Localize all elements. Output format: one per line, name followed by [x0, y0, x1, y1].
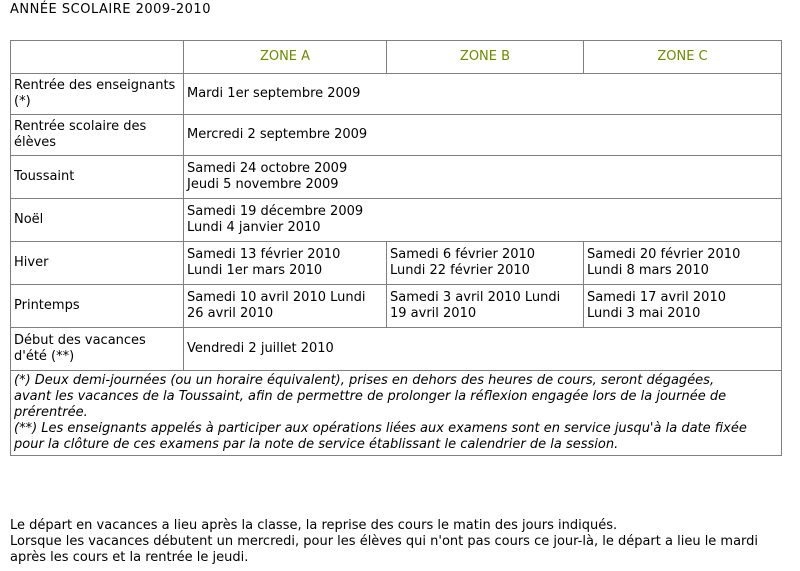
zone-c-header: ZONE C: [584, 41, 782, 74]
footnote-line: avant les vacances de la Toussaint, afin de permettre de prolonger la réflexion engagée lors de la journée de prérentrée.: [14, 389, 727, 420]
footer-text: [10, 518, 790, 566]
row-label-text: Hiver: [14, 255, 49, 270]
row-label-text: Rentrée scolaire des élèves: [14, 119, 147, 150]
zone-c-date-cell: [584, 242, 782, 285]
table-row: [11, 199, 782, 242]
notes-row: [11, 371, 782, 456]
row-label-rentree-eleves: [11, 115, 184, 156]
date-start-text: Samedi 17 avril 2010: [587, 290, 726, 305]
row-label-text: Toussaint: [14, 169, 75, 184]
table-row: [11, 242, 782, 285]
row-label-ete: [11, 328, 184, 371]
row-label-printemps: [11, 285, 184, 328]
table-row: [11, 115, 782, 156]
zone-c-date-cell: [584, 285, 782, 328]
date-text: Mercredi 2 septembre 2009: [187, 127, 368, 142]
date-start-text: Samedi 10 avril 2010 Lundi: [187, 290, 366, 305]
date-end-text: Lundi 4 janvier 2010: [187, 220, 321, 235]
footer-line: Lorsque les vacances débutent un mercredi, pour les élèves qui n'ont pas cours ce jour-là, le départ a lieu le mardi après les cours et la rentrée le jeudi.: [10, 534, 759, 565]
zone-b-date-cell: [387, 285, 584, 328]
zone-a-date-cell: [184, 285, 387, 328]
table-row: [11, 74, 782, 115]
date-end-text: Jeudi 5 novembre 2009: [187, 177, 339, 192]
zone-a-date-cell: [184, 242, 387, 285]
school-calendar-table: [10, 40, 782, 456]
page-title: ANNÉE SCOLAIRE 2009-2010: [10, 2, 211, 17]
date-cell: [184, 199, 782, 242]
zone-b-header: ZONE B: [387, 41, 584, 74]
table-row: [11, 328, 782, 371]
date-text: Vendredi 2 juillet 2010: [187, 341, 334, 356]
footnote-line: pour la clôture de ces examens par la note de service établissant le calendrier de la session.: [14, 437, 619, 452]
date-start-text: Samedi 24 octobre 2009: [187, 161, 348, 176]
row-label-rentree-enseignants: [11, 74, 184, 115]
footnotes-cell: [11, 371, 782, 456]
row-label-text: Noël: [14, 212, 44, 227]
date-start-text: Samedi 13 février 2010: [187, 247, 341, 262]
date-end-text: 26 avril 2010: [187, 306, 274, 321]
date-end-text: 19 avril 2010: [390, 306, 477, 321]
date-cell: [184, 156, 782, 199]
table-header-row: [11, 41, 782, 74]
zone-a-header: ZONE A: [184, 41, 387, 74]
date-text: Mardi 1er septembre 2009: [187, 86, 361, 101]
header-corner-cell: [11, 41, 184, 74]
date-end-text: Lundi 22 février 2010: [390, 263, 530, 278]
date-end-text: Lundi 3 mai 2010: [587, 306, 701, 321]
footnote-line: (**) Les enseignants appelés à participer aux opérations liées aux examens sont en service jusqu'à la date fixée: [14, 421, 747, 436]
zone-b-date-cell: [387, 242, 584, 285]
date-start-text: Samedi 6 février 2010: [390, 247, 536, 262]
date-end-text: Lundi 1er mars 2010: [187, 263, 323, 278]
row-label-noel: [11, 199, 184, 242]
row-label-hiver: [11, 242, 184, 285]
date-start-text: Samedi 19 décembre 2009: [187, 204, 364, 219]
table-row: [11, 285, 782, 328]
row-label-text: Rentrée des enseignants (*): [14, 78, 176, 109]
date-cell: [184, 115, 782, 156]
footer-line: Le départ en vacances a lieu après la classe, la reprise des cours le matin des jours indiqués.: [10, 518, 618, 533]
row-label-toussaint: [11, 156, 184, 199]
date-cell: [184, 74, 782, 115]
date-start-text: Samedi 3 avril 2010 Lundi: [390, 290, 561, 305]
table-row: [11, 156, 782, 199]
date-cell: [184, 328, 782, 371]
row-label-text: Début des vacances d'été (**): [14, 333, 146, 364]
date-start-text: Samedi 20 février 2010: [587, 247, 741, 262]
date-end-text: Lundi 8 mars 2010: [587, 263, 709, 278]
row-label-text: Printemps: [14, 298, 80, 313]
footnote-line: (*) Deux demi-journées (ou un horaire équivalent), prises en dehors des heures de cours, seront dégagées,: [14, 373, 715, 388]
